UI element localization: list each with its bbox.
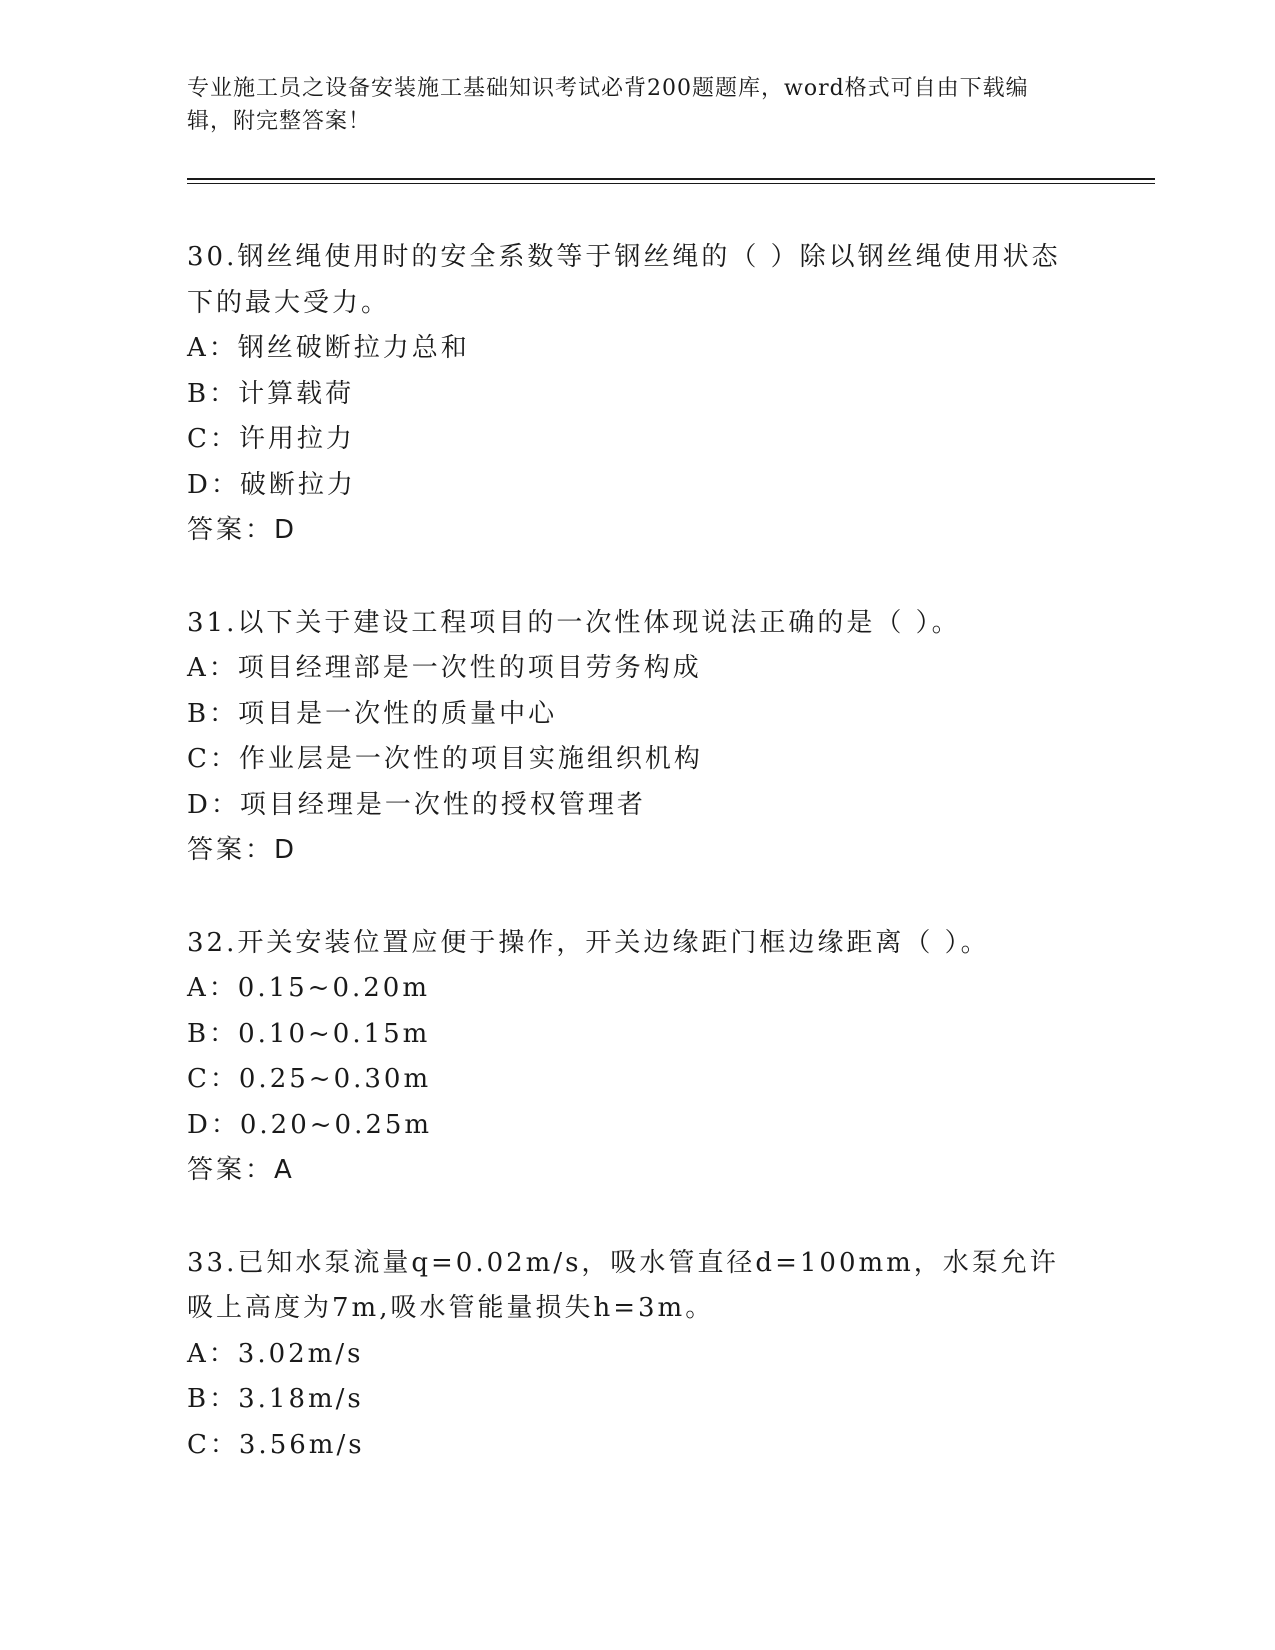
option-b: B：计算载荷 xyxy=(187,378,355,409)
question-stem: 33.已知水泵流量q=0.02m/s，吸水管直径d=100mm，水泵允许吸上高度为7m,吸水管能量损失h=3m。 xyxy=(187,1247,1059,1323)
question-32 xyxy=(187,921,1067,1194)
option-b: B：3.18m/s xyxy=(187,1384,364,1414)
option-d: D：项目经理是一次性的授权管理者 xyxy=(187,789,646,820)
option-c: C：3.56m/s xyxy=(187,1429,365,1460)
option-a: A：项目经理部是一次性的项目劳务构成 xyxy=(187,653,702,683)
question-stem: 30.钢丝绳使用时的安全系数等于钢丝绳的（ ）除以钢丝绳使用状态下的最大受力。 xyxy=(187,242,1061,318)
question-stem: 32.开关安装位置应便于操作，开关边缘距门框边缘距离（ ）。 xyxy=(187,927,990,958)
option-a: A：0.15~0.20m xyxy=(187,973,430,1003)
answer-line: 答案：D xyxy=(187,515,298,545)
question-30 xyxy=(187,235,1067,554)
option-d: D：0.20~0.25m xyxy=(187,1109,433,1140)
option-b: B：项目是一次性的质量中心 xyxy=(187,698,558,729)
document-header: 专业施工员之设备安装施工基础知识考试必背200题题库，word格式可自由下载编辑，附完整答案！ xyxy=(187,76,1029,134)
question-list xyxy=(187,235,1067,1515)
question-stem: 31.以下关于建设工程项目的一次性体现说法正确的是（ ）。 xyxy=(187,607,961,638)
answer-line: 答案：D xyxy=(187,835,298,865)
option-c: C：0.25~0.30m xyxy=(187,1064,432,1094)
answer-line: 答案：A xyxy=(187,1155,295,1185)
header-divider-thick xyxy=(187,178,1155,180)
option-a: A：钢丝破断拉力总和 xyxy=(187,333,470,363)
option-c: C：许用拉力 xyxy=(187,424,355,454)
question-31 xyxy=(187,601,1067,874)
header-divider-thin xyxy=(187,183,1155,184)
option-b: B：0.10~0.15m xyxy=(187,1018,431,1049)
option-d: D：破断拉力 xyxy=(187,469,356,500)
option-a: A：3.02m/s xyxy=(187,1338,364,1369)
option-c: C：作业层是一次性的项目实施组织机构 xyxy=(187,744,703,774)
question-33 xyxy=(187,1241,1067,1469)
